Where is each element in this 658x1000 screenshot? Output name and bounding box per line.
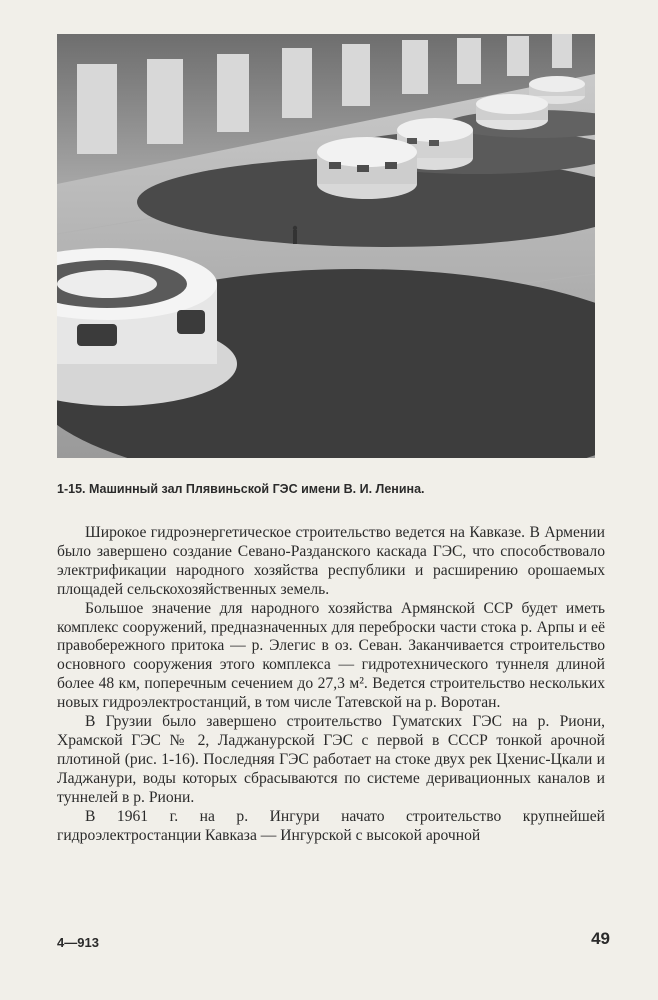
printer-signature: 4—913 — [57, 935, 99, 950]
body-text — [57, 524, 605, 845]
paragraph: Широкое гидроэнергетическое строительство ведется на Кавказе. В Армении было завершено создание Севано-Разданского каскада ГЭС, что способствовало электрификации народного хозяйства республики и расширению орошаемых площадей сельскохозяйственных земель. — [57, 524, 605, 598]
hall-photo — [57, 34, 595, 458]
paragraph: Большое значение для народного хозяйства Армянской ССР будет иметь комплекс сооружений, предназначенных для переброски части стока р. Арпы и её правобережного притока — р. Элегис в оз. Севан. Заканчивается строительство основного сооружения этого комплекса — гидротехнического туннеля длиной более 48 км, поперечным сечением до 27,3 м². Ведется строительство нескольких новых гидроэлектростанций, в том числе Татевской на р. Воротан. — [57, 599, 605, 712]
page-number: 49 — [591, 929, 610, 948]
figure-caption: 1-15. Машинный зал Плявиньской ГЭС имени В. И. Ленина. — [57, 482, 425, 496]
paragraph: В Грузии было завершено строительство Гуматских ГЭС на р. Риони, Храмской ГЭС № 2, Ладжанурской ГЭС с первой в СССР тонкой арочной плотиной (рис. 1-16). Последняя ГЭС работает на стоке двух рек Цхенис-Цкали и Ладжанури, воды которых сбрасываются по системе деривационных каналов и туннелей в р. Риони. — [57, 713, 605, 806]
paragraph: В 1961 г. на р. Ингури начато строительство крупнейшей гидроэлектростанции Кавказа — Ингурской с высокой арочной — [57, 807, 605, 844]
